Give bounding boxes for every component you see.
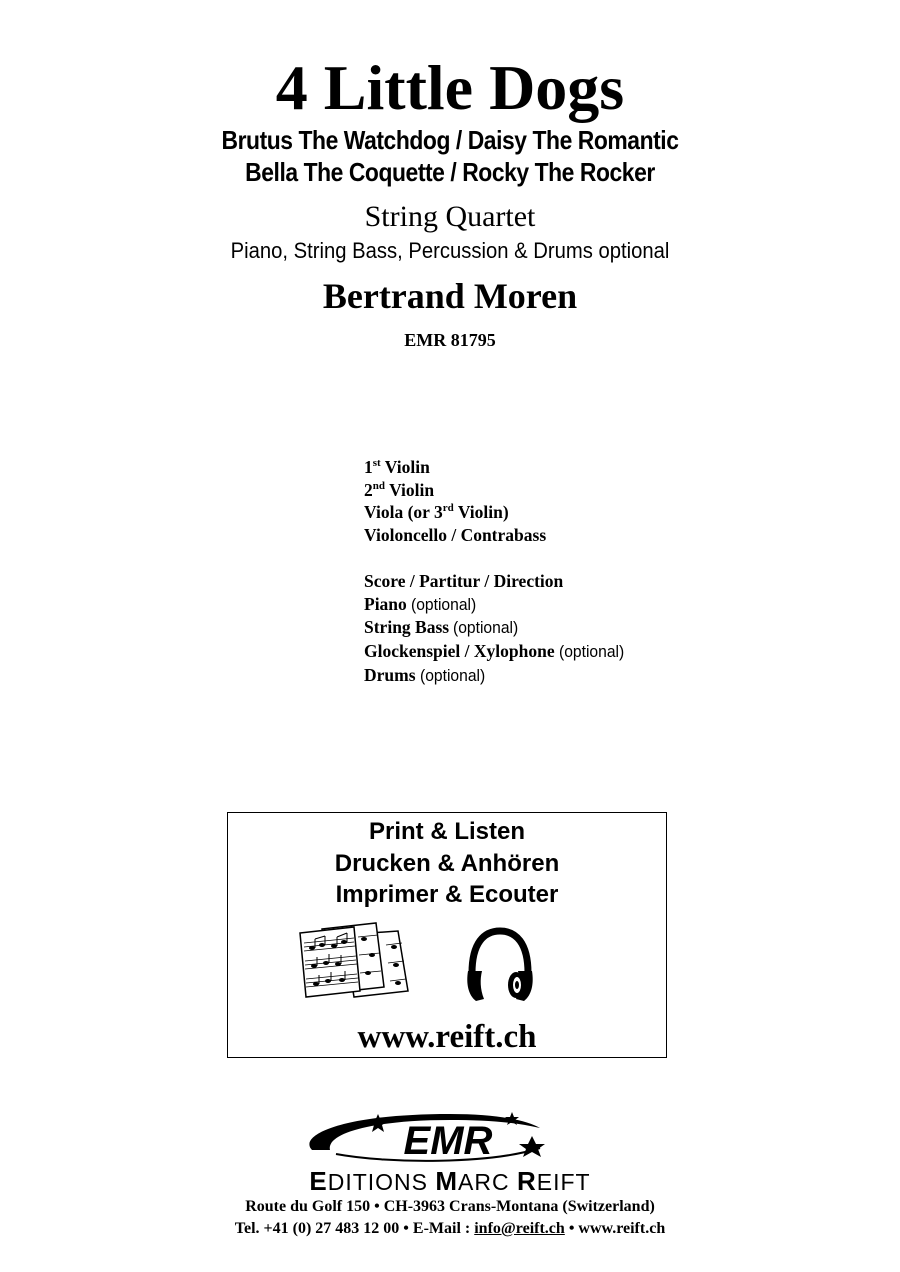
ordinal-suffix: nd [372, 479, 385, 492]
email-link[interactable]: info@reift.ch [474, 1220, 565, 1237]
emr-logo [300, 1106, 600, 1166]
catalog-number: EMR 81795 [404, 330, 496, 350]
optional-note: (optional) [411, 594, 477, 614]
part-label: Glockenspiel / Xylophone [364, 640, 555, 661]
optional-note: (optional) [453, 618, 519, 638]
publisher-initial: E [309, 1166, 328, 1196]
optional-note: (optional) [558, 641, 625, 661]
part-violin-2 [364, 479, 630, 502]
contact-phone: Tel. +41 (0) 27 483 12 00 • E-Mail : [234, 1220, 475, 1237]
headphones-icon [464, 925, 536, 1005]
contact-website: • www.reift.ch [564, 1220, 666, 1237]
part-label: Piano [364, 593, 407, 614]
logo-text: EMR [403, 1119, 493, 1163]
part-glockenspiel [364, 640, 630, 664]
publisher-initial: M [435, 1166, 459, 1196]
publisher-contact [0, 1218, 900, 1240]
part-label: Violin [384, 457, 430, 477]
publisher-address: Route du Golf 150 • CH-3963 Crans-Montana (Switzerland) [245, 1198, 655, 1215]
part-number: 2 [364, 479, 373, 500]
ordinal-suffix: st [372, 457, 381, 470]
part-viola [364, 501, 630, 524]
publisher-name [0, 1166, 900, 1197]
part-string-bass [364, 616, 630, 640]
part-label: String Bass [364, 617, 450, 638]
part-label: Viola (or 3 [364, 502, 443, 523]
part-number: 1 [364, 457, 373, 477]
part-label: Drums [364, 664, 416, 685]
publisher-word: EIFT [536, 1169, 591, 1195]
composer: Bertrand Moren [322, 276, 578, 316]
part-piano [364, 593, 630, 617]
promo-url[interactable]: www.reift.ch [357, 1019, 537, 1055]
publisher-word: ARC [458, 1169, 510, 1195]
sheet-music-icon [298, 921, 410, 1007]
parts-list [364, 456, 630, 687]
print-listen-box [227, 812, 667, 1058]
subtitle-line-2: Bella The Coquette / Rocky The Rocker [245, 157, 655, 187]
part-violin-1 [364, 456, 630, 479]
publisher-initial: R [517, 1166, 537, 1196]
part-score: Score / Partitur / Direction [364, 570, 564, 591]
part-label: Violin [389, 479, 435, 500]
part-cello: Violoncello / Contrabass [364, 525, 547, 546]
part-label-end: Violin) [457, 502, 509, 523]
optional-note: (optional) [419, 665, 486, 685]
optional-instruments: Piano, String Bass, Percussion & Drums optional [230, 238, 670, 263]
promo-line-3: Imprimer & Ecouter [335, 881, 559, 908]
promo-line-1: Print & Listen [368, 818, 525, 845]
subtitle-line-1: Brutus The Watchdog / Daisy The Romantic [221, 125, 679, 155]
promo-line-2: Drucken & Anhören [334, 850, 560, 877]
ordinal-suffix: rd [442, 502, 454, 515]
ensemble: String Quartet [364, 200, 536, 233]
publisher-word: DITIONS [327, 1169, 428, 1195]
title: 4 Little Dogs [275, 52, 625, 123]
part-drums [364, 664, 630, 688]
